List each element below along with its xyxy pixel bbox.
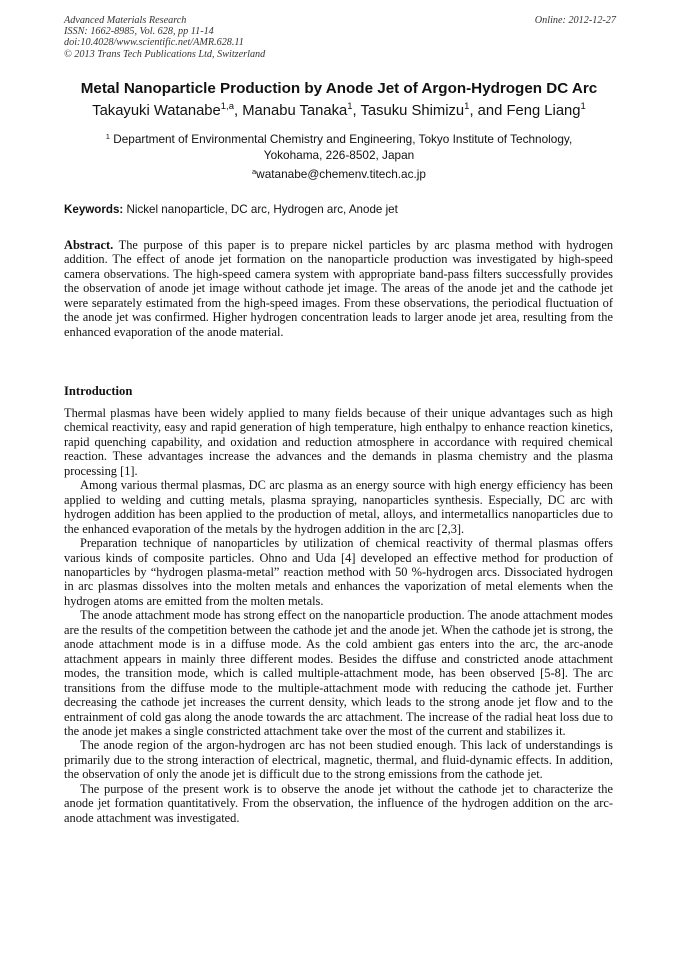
online-date: Online: 2012-12-27 [534,15,616,26]
author-separator: , and [469,103,507,119]
keywords-text: Nickel nanoparticle, DC arc, Hydrogen arc, Anode jet [126,203,398,216]
copyright-line: © 2013 Trans Tech Publications Ltd, Switzerland [64,48,266,60]
author-superscript: 1 [464,101,470,112]
author-superscript: 1 [347,101,353,112]
journal-header [64,15,616,60]
affiliation [50,131,628,163]
email-superscript: a [252,167,257,176]
doi-line[interactable]: doi:10.4028/www.scientific.net/AMR.628.11 [64,37,244,49]
section-heading-introduction: Introduction [64,384,133,398]
abstract-text: The purpose of this paper is to prepare nickel particles by arc plasma method with hydrogen addition. The effect of anode jet formation on the nanoparticle production was investigated by high-speed camera observations. The high-speed camera system with appropriate band-pass filters successfully provides the observation of anode jet image without cathode jet image. The areas of the anode jet and the cathode jet were separately estimated from the high-speed images. From these observations, the periodical fluctuation of the anode jet was confirmed. Higher hydrogen concentration leads to larger anode jet area, resulting from the enhanced evaporation of the anode material. [64,238,614,339]
email-line [50,166,628,182]
author-superscript: 1,a [220,101,234,112]
author-name: Takayuki Watanabe [92,103,221,119]
issn-line: ISSN: 1662-8985, Vol. 628, pp 11-14 [64,26,214,38]
author-separator: , [233,103,243,119]
intro-paragraph: The purpose of the present work is to observe the anode jet without the cathode jet to characterize the anode jet formation quantitatively. From the observation, the influence of the hydrogen addition on the arc-anode attachment was investigated. [64,781,613,825]
author-name: Feng Liang [506,103,581,119]
affiliation-line-1: Department of Environmental Chemistry and Engineering, Tokyo Institute of Technology, [113,132,573,146]
author-name: Manabu Tanaka [242,103,348,119]
affiliation-line-2: Yokohama, 226-8502, Japan [263,148,415,162]
journal-name: Advanced Materials Research [64,15,187,26]
author-separator: , [352,103,361,119]
paper-title: Metal Nanoparticle Production by Anode Jet of Argon-Hydrogen DC Arc [80,80,598,97]
keywords-label: Keywords: [64,203,124,216]
intro-paragraph: The anode attachment mode has strong effect on the nanoparticle production. The anode attachment modes are the results of the competition between the cathode jet and the anode jet. When the cathode jet is strong, the anode attachment mode is in a diffuse mode. As the cold ambient gas enters into the arc, the arc-anode attachment appears in mainly three different modes. Besides the diffuse and constricted anode attachment modes, the transition mode, which is called multiple-attachment mode, has been observed [5-8]. The arc transitions from the diffuse mode to the multiple-attachment mode with reducing the cathode jet. Further decreasing the cathode jet increases the current density, which leads to the strong anode jet flow and to the entrainment of cold gas along the anode towards the arc attachment. The increase of the radial heat loss due to the anode jet makes a single constricted attachment take over the most of the current and stabilizes it. [64,608,613,738]
affiliation-superscript: 1 [105,132,110,141]
abstract [64,238,613,339]
intro-paragraph: Among various thermal plasmas, DC arc plasma as an energy source with high energy efficiency has been applied to welding and cutting metals, plasma spraying, nanoparticles synthesis. Especially, DC arc with hydrogen addition has been applied to the production of metal, alloys, and intermetallics nanoparticles due to the enhanced evaporation of the metals by the hydrogen addition in the arc [2,3]. [64,478,613,536]
author-name: Tasuku Shimizu [360,103,465,119]
keywords [64,202,624,217]
email-address[interactable]: watanabe@chemenv.titech.ac.jp [256,167,426,181]
intro-paragraph: Preparation technique of nanoparticles by utilization of chemical reactivity of thermal plasmas offers various kinds of composite particles. Ohno and Uda [4] developed an effective method for production of nanoparticles by “hydrogen plasma-metal” reaction method with 50 %-hydrogen arcs. Dissociated hydrogen in arc plasmas dissolves into the molten metals and enhances the vaporization of metal elements when the hydrogen atoms are emitted from the molten metals. [64,536,613,608]
introduction-body [64,406,613,825]
author-list [30,101,648,121]
author-superscript: 1 [580,101,586,112]
abstract-label: Abstract. [64,238,114,252]
intro-paragraph: The anode region of the argon-hydrogen arc has not been studied enough. This lack of understandings is primarily due to the strong interaction of electrical, magnetic, thermal, and fluid-dynamic effects. In addition, the observation of only the anode jet is difficult due to the strong emissions from the cathode jet. [64,738,613,782]
intro-paragraph: Thermal plasmas have been widely applied to many fields because of their unique advantages such as high chemical reactivity, easy and rapid generation of high temperature, high enthalpy to enhance reaction kinetics, rapid quenching capability, and oxidation and reduction atmosphere in accordance with required chemical reaction. These advantages increase the advances and the demands in plasma chemistry and the plasma processing [1]. [64,406,613,478]
